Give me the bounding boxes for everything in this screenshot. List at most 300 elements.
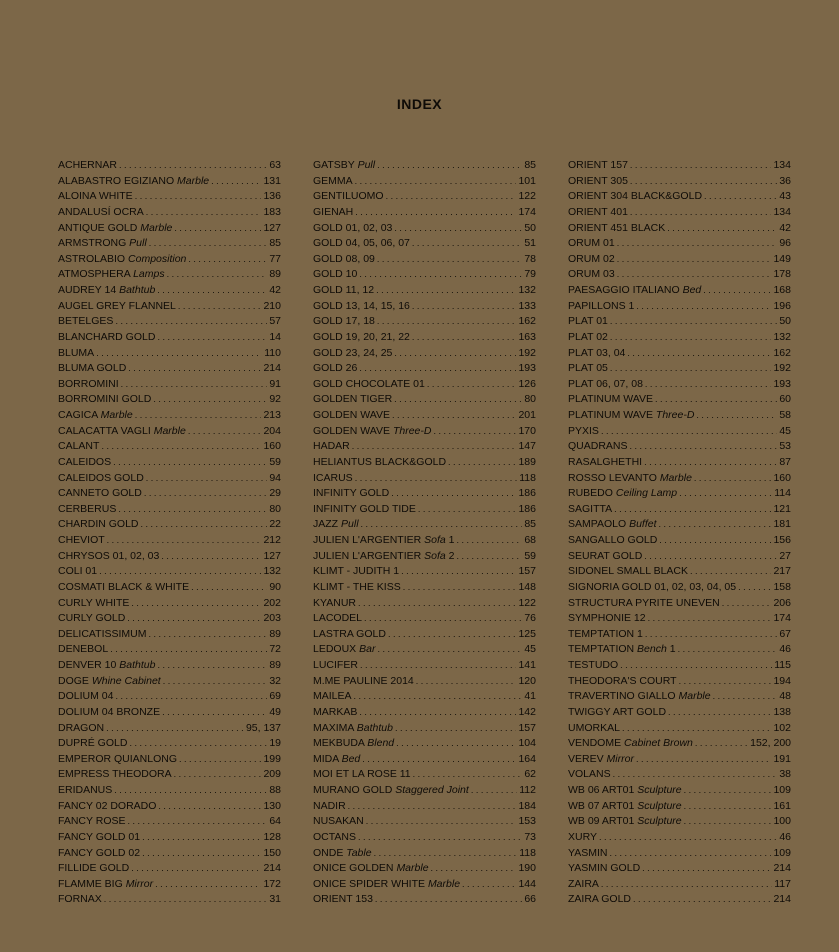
index-entry xyxy=(568,830,791,846)
dot-leader xyxy=(690,564,771,580)
entry-type: Mirror xyxy=(606,752,634,765)
index-entry xyxy=(58,408,281,424)
dot-leader xyxy=(104,892,268,908)
entry-page: 130 xyxy=(263,799,281,812)
entry-name: BETELGES xyxy=(58,315,114,328)
dot-leader xyxy=(457,533,523,549)
index-entry xyxy=(58,736,281,752)
entry-name: RUBEDO Ceiling Lamp xyxy=(568,487,678,500)
index-entry xyxy=(313,767,536,783)
index-entry xyxy=(313,330,536,346)
index-entry xyxy=(568,892,791,908)
entry-name: CANNETO GOLD xyxy=(58,487,142,500)
entry-name: MURANO GOLD Staggered Joint xyxy=(313,784,469,796)
dot-leader xyxy=(146,205,262,221)
dot-leader xyxy=(394,346,516,362)
entry-type: Composition xyxy=(128,252,187,265)
dot-leader xyxy=(659,533,771,549)
dot-leader xyxy=(144,486,267,502)
dot-leader xyxy=(377,642,522,658)
entry-page: 138 xyxy=(773,705,791,718)
entry-name: MAXIMA Bathtub xyxy=(313,721,393,734)
entry-name: SAMPAOLO Buffet xyxy=(568,518,657,531)
entry-type: Sculpture xyxy=(637,799,682,812)
entry-page: 110 xyxy=(264,346,281,359)
entry-name: BORROMINI GOLD xyxy=(58,393,152,406)
entry-name: CALEIDOS GOLD xyxy=(58,471,144,484)
entry-page: 132 xyxy=(518,284,536,296)
dot-leader xyxy=(394,221,522,237)
index-entry xyxy=(313,267,536,283)
index-entry xyxy=(58,533,281,549)
entry-page: 156 xyxy=(773,534,791,546)
entry-name: BLANCHARD GOLD xyxy=(58,330,156,343)
index-entry xyxy=(58,596,281,612)
index-entry xyxy=(568,517,791,533)
dot-leader xyxy=(352,439,517,455)
dot-leader xyxy=(106,721,244,737)
entry-type: Sofa xyxy=(424,549,446,562)
dot-leader xyxy=(630,158,772,174)
entry-name: VEREV Mirror xyxy=(568,752,634,765)
dot-leader xyxy=(694,471,772,487)
entry-name: TWIGGY ART GOLD xyxy=(568,705,667,718)
dot-leader xyxy=(648,611,772,627)
entry-page: 184 xyxy=(518,799,536,812)
entry-name: ORIENT 304 BLACK&GOLD xyxy=(568,190,703,203)
index-entry xyxy=(313,580,536,596)
entry-page: 66 xyxy=(524,893,536,906)
dot-leader xyxy=(418,502,517,518)
entry-name: GENTILUOMO xyxy=(313,190,384,203)
index-entry xyxy=(313,642,536,658)
entry-name: MOI ET LA ROSE 11 xyxy=(313,768,411,781)
entry-name: GEMMA xyxy=(313,174,353,187)
dot-leader xyxy=(115,314,267,330)
dot-leader xyxy=(678,642,778,658)
dot-leader xyxy=(412,236,522,252)
entry-type: Pull xyxy=(129,237,147,250)
entry-page: 115 xyxy=(774,659,791,671)
index-entry xyxy=(58,330,281,346)
dot-leader xyxy=(630,205,772,221)
dot-leader xyxy=(131,861,261,877)
dot-leader xyxy=(388,627,517,643)
dot-leader xyxy=(713,689,778,705)
index-entry xyxy=(313,502,536,518)
entry-name: DOLIUM 04 xyxy=(58,690,114,703)
index-entry xyxy=(313,377,536,393)
entry-page: 92 xyxy=(269,393,281,406)
entry-page: 194 xyxy=(773,674,791,687)
dot-leader xyxy=(374,846,518,862)
dot-leader xyxy=(113,455,267,471)
entry-page: 193 xyxy=(518,362,536,375)
entry-page: 118 xyxy=(519,846,536,859)
entry-name: LUCIFER xyxy=(313,659,358,671)
entry-name: ACHERNAR xyxy=(58,159,117,171)
entry-page: 89 xyxy=(269,268,281,281)
entry-page: 174 xyxy=(773,612,791,625)
index-entry xyxy=(568,814,791,830)
entry-type: Pull xyxy=(357,159,376,171)
dot-leader xyxy=(457,549,523,565)
index-entry xyxy=(568,502,791,518)
index-entry xyxy=(568,408,791,424)
entry-page: 90 xyxy=(269,580,281,593)
index-entry xyxy=(568,346,791,362)
index-entry xyxy=(58,830,281,846)
dot-leader xyxy=(188,252,267,268)
entry-page: 147 xyxy=(518,440,536,453)
dot-leader xyxy=(161,549,261,565)
dot-leader xyxy=(386,189,517,205)
entry-name: DRAGON xyxy=(58,721,105,734)
index-column-3 xyxy=(568,158,791,908)
index-entry xyxy=(568,564,791,580)
entry-name: ROSSO LEVANTO Marble xyxy=(568,471,692,484)
index-entry xyxy=(568,642,791,658)
entry-name: GOLD 11, 12 xyxy=(313,284,375,296)
entry-page: 134 xyxy=(773,159,791,171)
entry-page: 134 xyxy=(773,205,791,218)
entry-name: ONICE SPIDER WHITE Marble xyxy=(313,877,461,890)
entry-page: 19 xyxy=(269,737,281,750)
index-entry xyxy=(568,799,791,815)
page-title: INDEX xyxy=(396,96,443,112)
entry-page: 31 xyxy=(269,893,281,906)
entry-page: 131 xyxy=(263,174,281,187)
entry-name: CHEVIOT xyxy=(58,534,105,546)
entry-page: 141 xyxy=(518,659,536,671)
entry-page: 46 xyxy=(779,830,791,843)
dot-leader xyxy=(135,408,262,424)
dot-leader xyxy=(377,158,522,174)
dot-leader xyxy=(609,846,771,862)
entry-page: 42 xyxy=(779,221,791,234)
entry-page: 89 xyxy=(269,627,281,640)
entry-page: 192 xyxy=(518,346,536,359)
index-entry xyxy=(313,299,536,315)
dot-leader xyxy=(355,205,516,221)
entry-page: 161 xyxy=(773,799,791,812)
entry-page: 210 xyxy=(263,299,281,312)
entry-page: 193 xyxy=(773,377,791,390)
dot-leader xyxy=(107,533,262,549)
entry-type: Marble xyxy=(396,862,429,875)
dot-leader xyxy=(601,877,772,893)
index-entry xyxy=(568,674,791,690)
index-entry xyxy=(313,814,536,830)
entry-type: Marble xyxy=(678,690,711,703)
entry-name: ZAIRA xyxy=(568,877,599,890)
index-entry xyxy=(568,267,791,283)
index-entry xyxy=(58,752,281,768)
entry-name: WB 09 ART01 Sculpture xyxy=(568,815,682,828)
index-entry xyxy=(58,174,281,190)
dot-leader xyxy=(142,846,261,862)
dot-leader xyxy=(360,658,517,674)
dot-leader xyxy=(348,799,517,815)
entry-page: 160 xyxy=(263,440,281,453)
entry-type: Cabinet Brown xyxy=(624,737,693,750)
index-entry xyxy=(568,767,791,783)
entry-name: JULIEN L'ARGENTIER Sofa 1 xyxy=(313,534,455,546)
entry-page: 53 xyxy=(779,440,791,453)
entry-page: 117 xyxy=(774,877,791,890)
entry-name: ORIENT 153 xyxy=(313,893,373,906)
entry-name: XURY xyxy=(568,830,597,843)
entry-name: WB 06 ART01 Sculpture xyxy=(568,784,682,796)
dot-leader xyxy=(738,580,771,596)
entry-type: Staggered Joint xyxy=(395,784,469,796)
entry-page: 153 xyxy=(518,815,536,828)
dot-leader xyxy=(158,799,261,815)
entry-name: GOLD 01, 02, 03 xyxy=(313,221,393,234)
dot-leader xyxy=(191,580,267,596)
entry-name: ALOINA WHITE xyxy=(58,190,133,203)
entry-page: 63 xyxy=(269,159,281,171)
entry-name: ALABASTRO EGIZIANO Marble xyxy=(58,174,210,187)
dot-leader xyxy=(395,721,517,737)
dot-leader xyxy=(121,377,268,393)
index-entry xyxy=(58,892,281,908)
index-entry xyxy=(58,361,281,377)
dot-leader xyxy=(127,611,261,627)
entry-name: FANCY GOLD 01 xyxy=(58,830,141,843)
entry-page: 160 xyxy=(773,471,791,484)
entry-type: Marble xyxy=(427,877,461,890)
entry-name: FILLIDE GOLD xyxy=(58,862,130,875)
dot-leader xyxy=(178,299,262,315)
entry-page: 41 xyxy=(524,690,536,703)
dot-leader xyxy=(703,283,771,299)
entry-name: ORIENT 305 xyxy=(568,174,628,187)
index-entry xyxy=(58,299,281,315)
index-entry xyxy=(58,689,281,705)
entry-page: 181 xyxy=(773,518,791,531)
entry-page: 212 xyxy=(263,534,281,546)
entry-page: 51 xyxy=(524,237,536,250)
entry-page: 186 xyxy=(518,502,536,515)
index-entry xyxy=(58,674,281,690)
entry-page: 109 xyxy=(773,846,791,859)
entry-type: Bench xyxy=(637,643,667,656)
entry-name: NUSAKAN xyxy=(313,815,364,828)
dot-leader xyxy=(630,439,778,455)
entry-type: Bathtub xyxy=(119,284,156,296)
index-entry xyxy=(313,392,536,408)
dot-leader xyxy=(148,627,267,643)
dot-leader xyxy=(679,674,772,690)
entry-name: AUGEL GREY FLANNEL xyxy=(58,299,176,312)
dot-leader xyxy=(211,174,261,190)
dot-leader xyxy=(96,346,262,362)
entry-page: 45 xyxy=(524,643,536,656)
entry-type: Three-D xyxy=(392,424,432,437)
entry-name: ASTROLABIO Composition xyxy=(58,252,187,265)
entry-name: ORUM 02 xyxy=(568,252,615,265)
dot-leader xyxy=(627,346,771,362)
index-entry xyxy=(58,392,281,408)
index-entry xyxy=(58,377,281,393)
entry-name: JAZZ Pull xyxy=(313,518,359,531)
entry-name: MIDA Bed xyxy=(313,752,361,765)
entry-type: Sculpture xyxy=(637,815,682,828)
dot-leader xyxy=(99,564,261,580)
dot-leader xyxy=(622,721,772,737)
entry-page: 22 xyxy=(269,518,281,531)
dot-leader xyxy=(684,799,772,815)
index-entry xyxy=(313,408,536,424)
index-entry xyxy=(313,721,536,737)
dot-leader xyxy=(354,689,523,705)
entry-page: 109 xyxy=(773,784,791,796)
entry-name: LASTRA GOLD xyxy=(313,627,386,640)
entry-name: SAGITTA xyxy=(568,502,613,515)
entry-page: 80 xyxy=(269,502,281,515)
entry-page: 50 xyxy=(524,221,536,234)
dot-leader xyxy=(359,361,516,377)
index-entry xyxy=(313,221,536,237)
entry-name: GOLDEN WAVE xyxy=(313,409,391,421)
index-entry xyxy=(568,611,791,627)
entry-type: Mirror xyxy=(125,877,154,890)
dot-leader xyxy=(364,611,522,627)
dot-leader xyxy=(412,299,517,315)
entry-page: 59 xyxy=(269,455,281,468)
dot-leader xyxy=(110,642,267,658)
index-entry xyxy=(313,486,536,502)
dot-leader xyxy=(630,174,777,190)
index-entry xyxy=(568,221,791,237)
dot-leader xyxy=(163,674,268,690)
entry-type: Ceiling Lamp xyxy=(615,487,678,500)
entry-name: GOLD 08, 09 xyxy=(313,252,375,265)
dot-leader xyxy=(448,455,516,471)
index-entry xyxy=(568,861,791,877)
entry-page: 94 xyxy=(269,471,281,484)
entry-type: Sculpture xyxy=(637,784,682,796)
entry-name: EMPRESS THEODORA xyxy=(58,768,172,781)
dot-leader xyxy=(157,330,267,346)
entry-page: 59 xyxy=(524,549,536,562)
entry-page: 36 xyxy=(779,174,791,187)
entry-type: Buffet xyxy=(629,518,657,531)
dot-leader xyxy=(403,580,517,596)
index-entry xyxy=(313,861,536,877)
dot-leader xyxy=(659,517,772,533)
index-entry xyxy=(313,346,536,362)
dot-leader xyxy=(361,517,523,533)
entry-page: 214 xyxy=(773,893,791,906)
entry-name: PLAT 05 xyxy=(568,362,608,375)
entry-page: 127 xyxy=(263,549,281,562)
entry-page: 163 xyxy=(518,330,536,343)
entry-type: Bed xyxy=(341,752,361,765)
entry-name: TRAVERTINO GIALLO Marble xyxy=(568,690,711,703)
entry-name: CALEIDOS xyxy=(58,455,112,468)
entry-page: 64 xyxy=(269,815,281,828)
index-entry xyxy=(568,846,791,862)
dot-leader xyxy=(155,877,261,893)
dot-leader xyxy=(655,392,777,408)
entry-suffix: 1 xyxy=(448,534,455,546)
dot-leader xyxy=(392,408,516,424)
dot-leader xyxy=(412,330,517,346)
index-entry xyxy=(313,689,536,705)
index-entry xyxy=(58,814,281,830)
entry-page: 121 xyxy=(773,502,791,515)
dot-leader xyxy=(427,377,517,393)
index-entry xyxy=(58,783,281,799)
entry-name: CAGICA Marble xyxy=(58,409,133,421)
entry-page: 85 xyxy=(524,518,536,531)
entry-page: 199 xyxy=(263,752,281,765)
entry-name: CALACATTA VAGLI Marble xyxy=(58,424,186,437)
index-entry xyxy=(313,627,536,643)
dot-leader xyxy=(471,783,517,799)
entry-name: ZAIRA GOLD xyxy=(568,893,632,906)
entry-name: THEODORA'S COURT xyxy=(568,674,677,687)
dot-leader xyxy=(636,299,771,315)
entry-name: COSMATI BLACK & WHITE xyxy=(58,580,190,593)
entry-page: 14 xyxy=(269,330,281,343)
entry-page: 157 xyxy=(518,565,536,578)
entry-page: 174 xyxy=(518,205,536,218)
index-entry xyxy=(568,377,791,393)
dot-leader xyxy=(620,658,772,674)
dot-leader xyxy=(179,752,261,768)
entry-page: 73 xyxy=(524,830,536,843)
dot-leader xyxy=(359,705,516,721)
entry-page: 101 xyxy=(518,174,536,187)
entry-name: PLAT 01 xyxy=(568,315,608,328)
index-entry xyxy=(313,877,536,893)
entry-page: 142 xyxy=(518,705,536,718)
entry-page: 43 xyxy=(779,190,791,203)
entry-page: 183 xyxy=(263,205,281,218)
index-column-1 xyxy=(58,158,281,908)
index-entry xyxy=(313,471,536,487)
index-entry xyxy=(313,439,536,455)
entry-page: 42 xyxy=(269,284,281,296)
entry-name: GIENAH xyxy=(313,205,354,218)
index-entry xyxy=(568,392,791,408)
index-entry xyxy=(58,283,281,299)
entry-page: 196 xyxy=(773,299,791,312)
entry-name: FANCY GOLD 02 xyxy=(58,846,141,859)
dot-leader xyxy=(355,471,518,487)
entry-name: M.ME PAULINE 2014 xyxy=(313,674,414,687)
entry-page: 203 xyxy=(263,612,281,625)
dot-leader xyxy=(645,377,772,393)
entry-name: ANTIQUE GOLD Marble xyxy=(58,221,173,234)
index-entry xyxy=(58,314,281,330)
index-entry xyxy=(568,752,791,768)
entry-name: SANGALLO GOLD xyxy=(568,534,658,546)
entry-page: 132 xyxy=(263,565,281,578)
index-entry xyxy=(313,517,536,533)
index-entry xyxy=(58,658,281,674)
entry-page: 100 xyxy=(773,815,791,828)
dot-leader xyxy=(131,596,261,612)
index-entry xyxy=(313,752,536,768)
index-entry xyxy=(568,580,791,596)
index-entry xyxy=(313,736,536,752)
entry-name: AUDREY 14 Bathtub xyxy=(58,284,156,296)
entry-page: 85 xyxy=(269,237,281,250)
